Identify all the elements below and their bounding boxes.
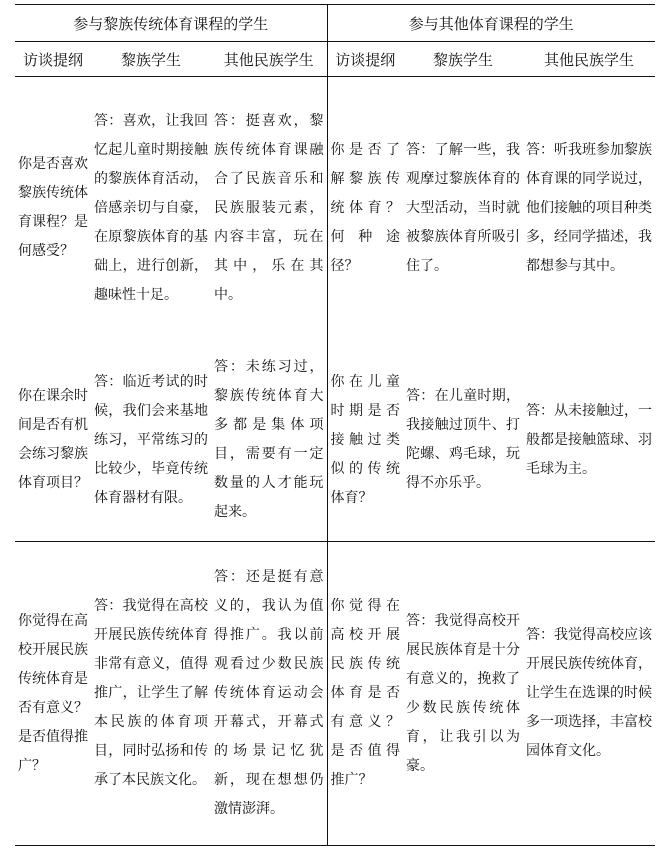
- column-header-row: [15, 42, 655, 77]
- answer-cell: 答：未练习过，黎族传统体育大多都是集体项目，需要有一定数量的人才能玩起来。: [214, 359, 324, 520]
- answer-cell: 答：我觉得高校应该开展民族传统体育，让学生在选课的时候多一项选择，丰富校园体育文化。: [523, 542, 655, 846]
- question-cell: 你是否喜欢黎族传统体育课程？是何感受？: [18, 156, 88, 259]
- answer-cell: 答：我觉得在高校开展民族传统体育非常有意义，值得推广，让学生了解本民族的体育项目，同时弘扬和传承了本民族文化。: [91, 542, 211, 846]
- answer-cell: 答：我觉得高校开展民族体育是十分有意义的，挽救了少数民族传统体育，让我引以为豪。: [403, 542, 523, 846]
- group-header-row: [15, 5, 655, 42]
- question-cell: 你觉得在高校开展民族传统体育是否有意义？是否值得推广？: [15, 542, 91, 846]
- column-header-other-students: 其他民族学生: [211, 42, 327, 77]
- table-row: [15, 77, 655, 340]
- group-header-other: 参与其他体育课程的学生: [327, 5, 655, 42]
- table-row: [15, 339, 655, 542]
- column-header-other-students: 其他民族学生: [523, 42, 655, 77]
- answer-cell: 答：喜欢，让我回忆起儿童时期接触的黎族体育活动，倍感亲切与自豪，在原黎族体育的基础上，进行创新，趣味性十足。: [94, 112, 208, 303]
- question-cell: 你是否了解黎族传统体育？何种途径？: [327, 77, 403, 340]
- answer-cell: 答：从未接触过，一般都是接触篮球、羽毛球为主。: [526, 402, 652, 477]
- column-header-outline: 访谈提纲: [15, 42, 91, 77]
- column-header-li-students: 黎族学生: [403, 42, 523, 77]
- question-cell: 你觉得在高校开展民族传统体育是否有意义？是否值得推广？: [327, 542, 403, 846]
- group-header-tribal: 参与黎族传统体育课程的学生: [15, 5, 327, 42]
- answer-cell: 答：临近考试的时候，我们会来基地练习，平常练习的比较少，毕竟传统体育器材有限。: [94, 373, 208, 506]
- answer-cell: 答：在儿童时期，我接触过顶牛、打陀螺、鸡毛球，玩得不亦乐乎。: [406, 388, 520, 491]
- interview-table: [15, 4, 655, 846]
- question-cell: 你在儿童时期是否接触过类似的传统体育？: [327, 339, 403, 542]
- table-row: [15, 542, 655, 846]
- column-header-outline: 访谈提纲: [327, 42, 403, 77]
- answer-cell: 答：了解一些，我观摩过黎族体育的大型活动，当时就被黎族体育所吸引住了。: [406, 141, 520, 274]
- question-cell: 你在课余时间是否有机会练习黎族体育项目？: [18, 388, 88, 491]
- answer-cell: 答：挺喜欢，黎族传统体育课融合了民族音乐和民族服装元素，内容丰富，玩在其中，乐在其中。: [214, 112, 324, 303]
- column-header-li-students: 黎族学生: [91, 42, 211, 77]
- answer-cell: 答：听我班参加黎族体育课的同学说过，他们接触的项目种类多，经同学描述，我都想参与其中。: [526, 141, 652, 274]
- answer-cell: 答：还是挺有意义的，我认为值得推广。我以前观看过少数民族传统体育运动会开幕式，开幕式的场景记忆犹新，现在想想仍激情澎湃。: [211, 542, 327, 846]
